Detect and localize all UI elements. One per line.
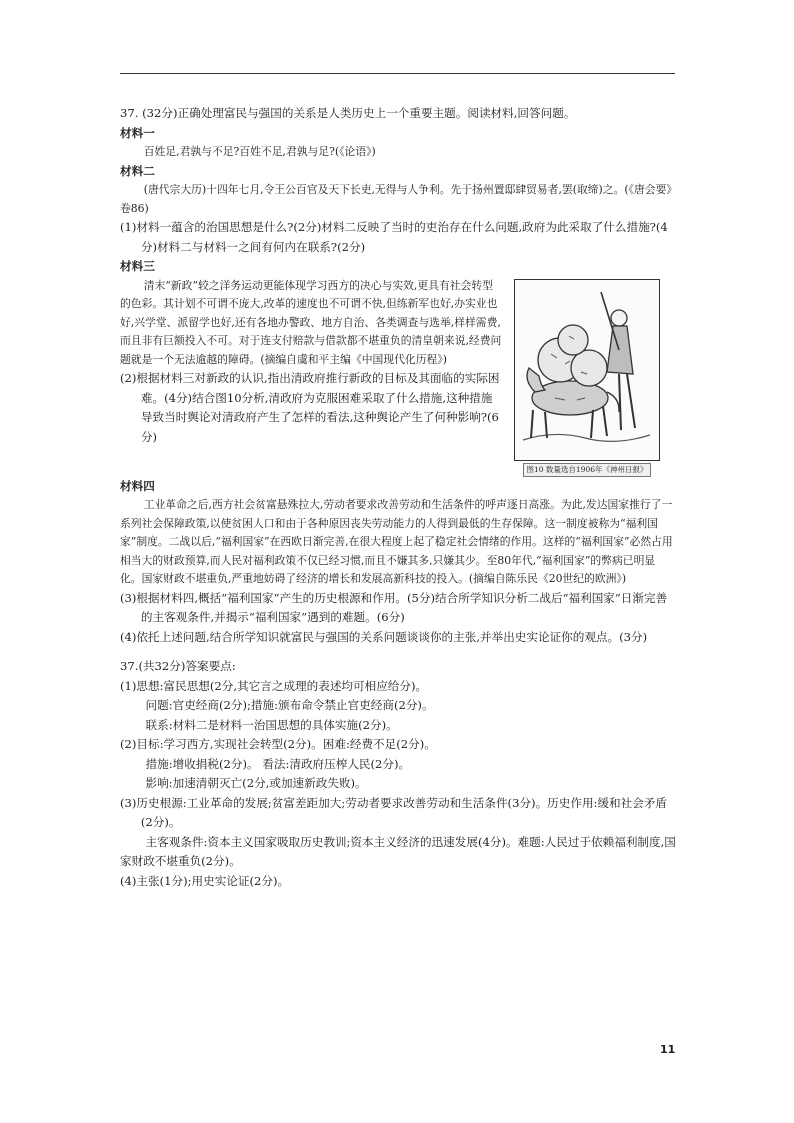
answer-key: [120, 657, 676, 891]
material-3-text: 清末“新政”较之洋务运动更能体现学习西方的决心与实效,更具有社会转型的色彩。其计划不可谓不庞大,改革的速度也不可谓不快,但练新军也好,办实业也好,兴学堂、派留学也好,还有各地办警政、地方自治、各类调查与选举,样样需费,而且非有巨额投入不可。对于连支付赔款与借款都不堪重负的清皇朝来说,经费问题就是一个无法逾越的障碍。(摘编自虞和平主编《中国现代化历程》): [120, 278, 502, 366]
material-2-text: (唐代宗大历)十四年七月,令王公百官及天下长吏,无得与人争利。先于扬州置邸肆贸易者,罢(取缔)之。(《唐会要》卷86): [120, 183, 672, 215]
material-1-label: 材料一: [120, 125, 155, 140]
answer-1-2: 问题:官吏经商(2分);措施:颁布命令禁止官吏经商(2分)。: [145, 698, 434, 712]
answer-3-2: 主客观条件:资本主义国家吸取历史教训;资本主义经济的迅速发展(4分)。难题:人民过于依赖福利制度,国家财政不堪重负(2分)。: [120, 834, 676, 868]
material-4-text: 工业革命之后,西方社会贫富悬殊拉大,劳动者要求改善劳动和生活条件的呼声逐日高涨。为此,发达国家推行了一系列社会保障政策,以使贫困人口和由于各种原因丧失劳动能力的人得到最低的生存保障。这一制度被称为“福利国家”制度。二战以后,“福利国家”在西欧日渐完善,在很大程度上起了稳定社会情绪的作用。这样的“福利国家”必然占用相当大的财政预算,而人民对福利政策不仅已经习惯,而且不嫌其多,只嫌其少。至80年代,“福利国家”的弊病已明显化。国家财政不堪重负,严重地妨碍了经济的增长和发展高新科技的投入。(摘编自陈乐民《20世纪的欧洲》): [120, 498, 673, 585]
sub-question-4: (4)依托上述问题,结合所学知识就富民与强国的关系问题谈谈你的主张,并举出史实论证你的观点。(3分): [120, 629, 648, 644]
sub-question-2: (2)根据材料三对新政的认识,指出清政府推行新政的目标及其面临的实际困难。(4分)结合图10分析,清政府为克服困难采取了什么措施,这种措施导致当时舆论对清政府产生了怎样的看法,这种舆论产生了何种影响?(6分): [120, 371, 500, 444]
answer-1-3: 联系:材料二是材料一治国思想的具体实施(2分)。: [145, 717, 398, 732]
answer-4: (4)主张(1分);用史实论证(2分)。: [120, 873, 290, 888]
header-rule: [120, 73, 675, 74]
material-3-block: [120, 277, 676, 477]
material-3-label: 材料三: [120, 259, 155, 273]
sub-question-1: (1)材料一蕴含的治国思想是什么?(2分)材料二反映了当时的吏治存在什么问题,政府为此采取了什么措施?(4分)材料二与材料一之间有何内在联系?(2分): [120, 220, 668, 254]
material-2-label: 材料二: [120, 163, 155, 178]
answer-1-1: (1)思想:富民思想(2分,其它言之成理的表述均可相应给分)。: [120, 678, 428, 693]
answer-2-3: 影响:加速清朝灭亡(2分,或加速新政失败)。: [145, 776, 367, 790]
answer-title: 37.(共32分)答案要点:: [120, 659, 236, 673]
cartoon-illustration: [515, 280, 658, 459]
answer-2-1: (2)目标:学习西方,实现社会转型(2分)。困难:经费不足(2分)。: [120, 737, 436, 751]
figure-10-image: [514, 279, 660, 461]
figure-10-caption: 图10 数量选自1906年《神州日报》: [523, 463, 650, 477]
page-number: 11: [660, 1043, 676, 1056]
question-stem: 37. (32分)正确处理富民与强国的关系是人类历史上一个重要主题。阅读材料,回答问题。: [120, 106, 576, 120]
sub-question-3: (3)根据材料四,概括“福利国家”产生的历史根源和作用。(5分)结合所学知识分析二战后“福利国家”日渐完善的主客观条件,并揭示“福利国家”遇到的难题。(6分): [120, 590, 668, 624]
answer-2-2: 措施:增收捐税(2分)。 看法:清政府压榨人民(2分)。: [145, 756, 411, 771]
exam-page-content: [120, 104, 676, 891]
material-3-column: [120, 277, 502, 477]
material-1-text: 百姓足,君孰与不足?百姓不足,君孰与足?(《论语》): [143, 145, 376, 158]
figure-10: [512, 279, 662, 477]
answer-3-1: (3)历史根源:工业革命的发展;贫富差距加大;劳动者要求改善劳动和生活条件(3分)。历史作用:缓和社会矛盾(2分)。: [120, 795, 668, 829]
material-4-label: 材料四: [120, 478, 155, 493]
